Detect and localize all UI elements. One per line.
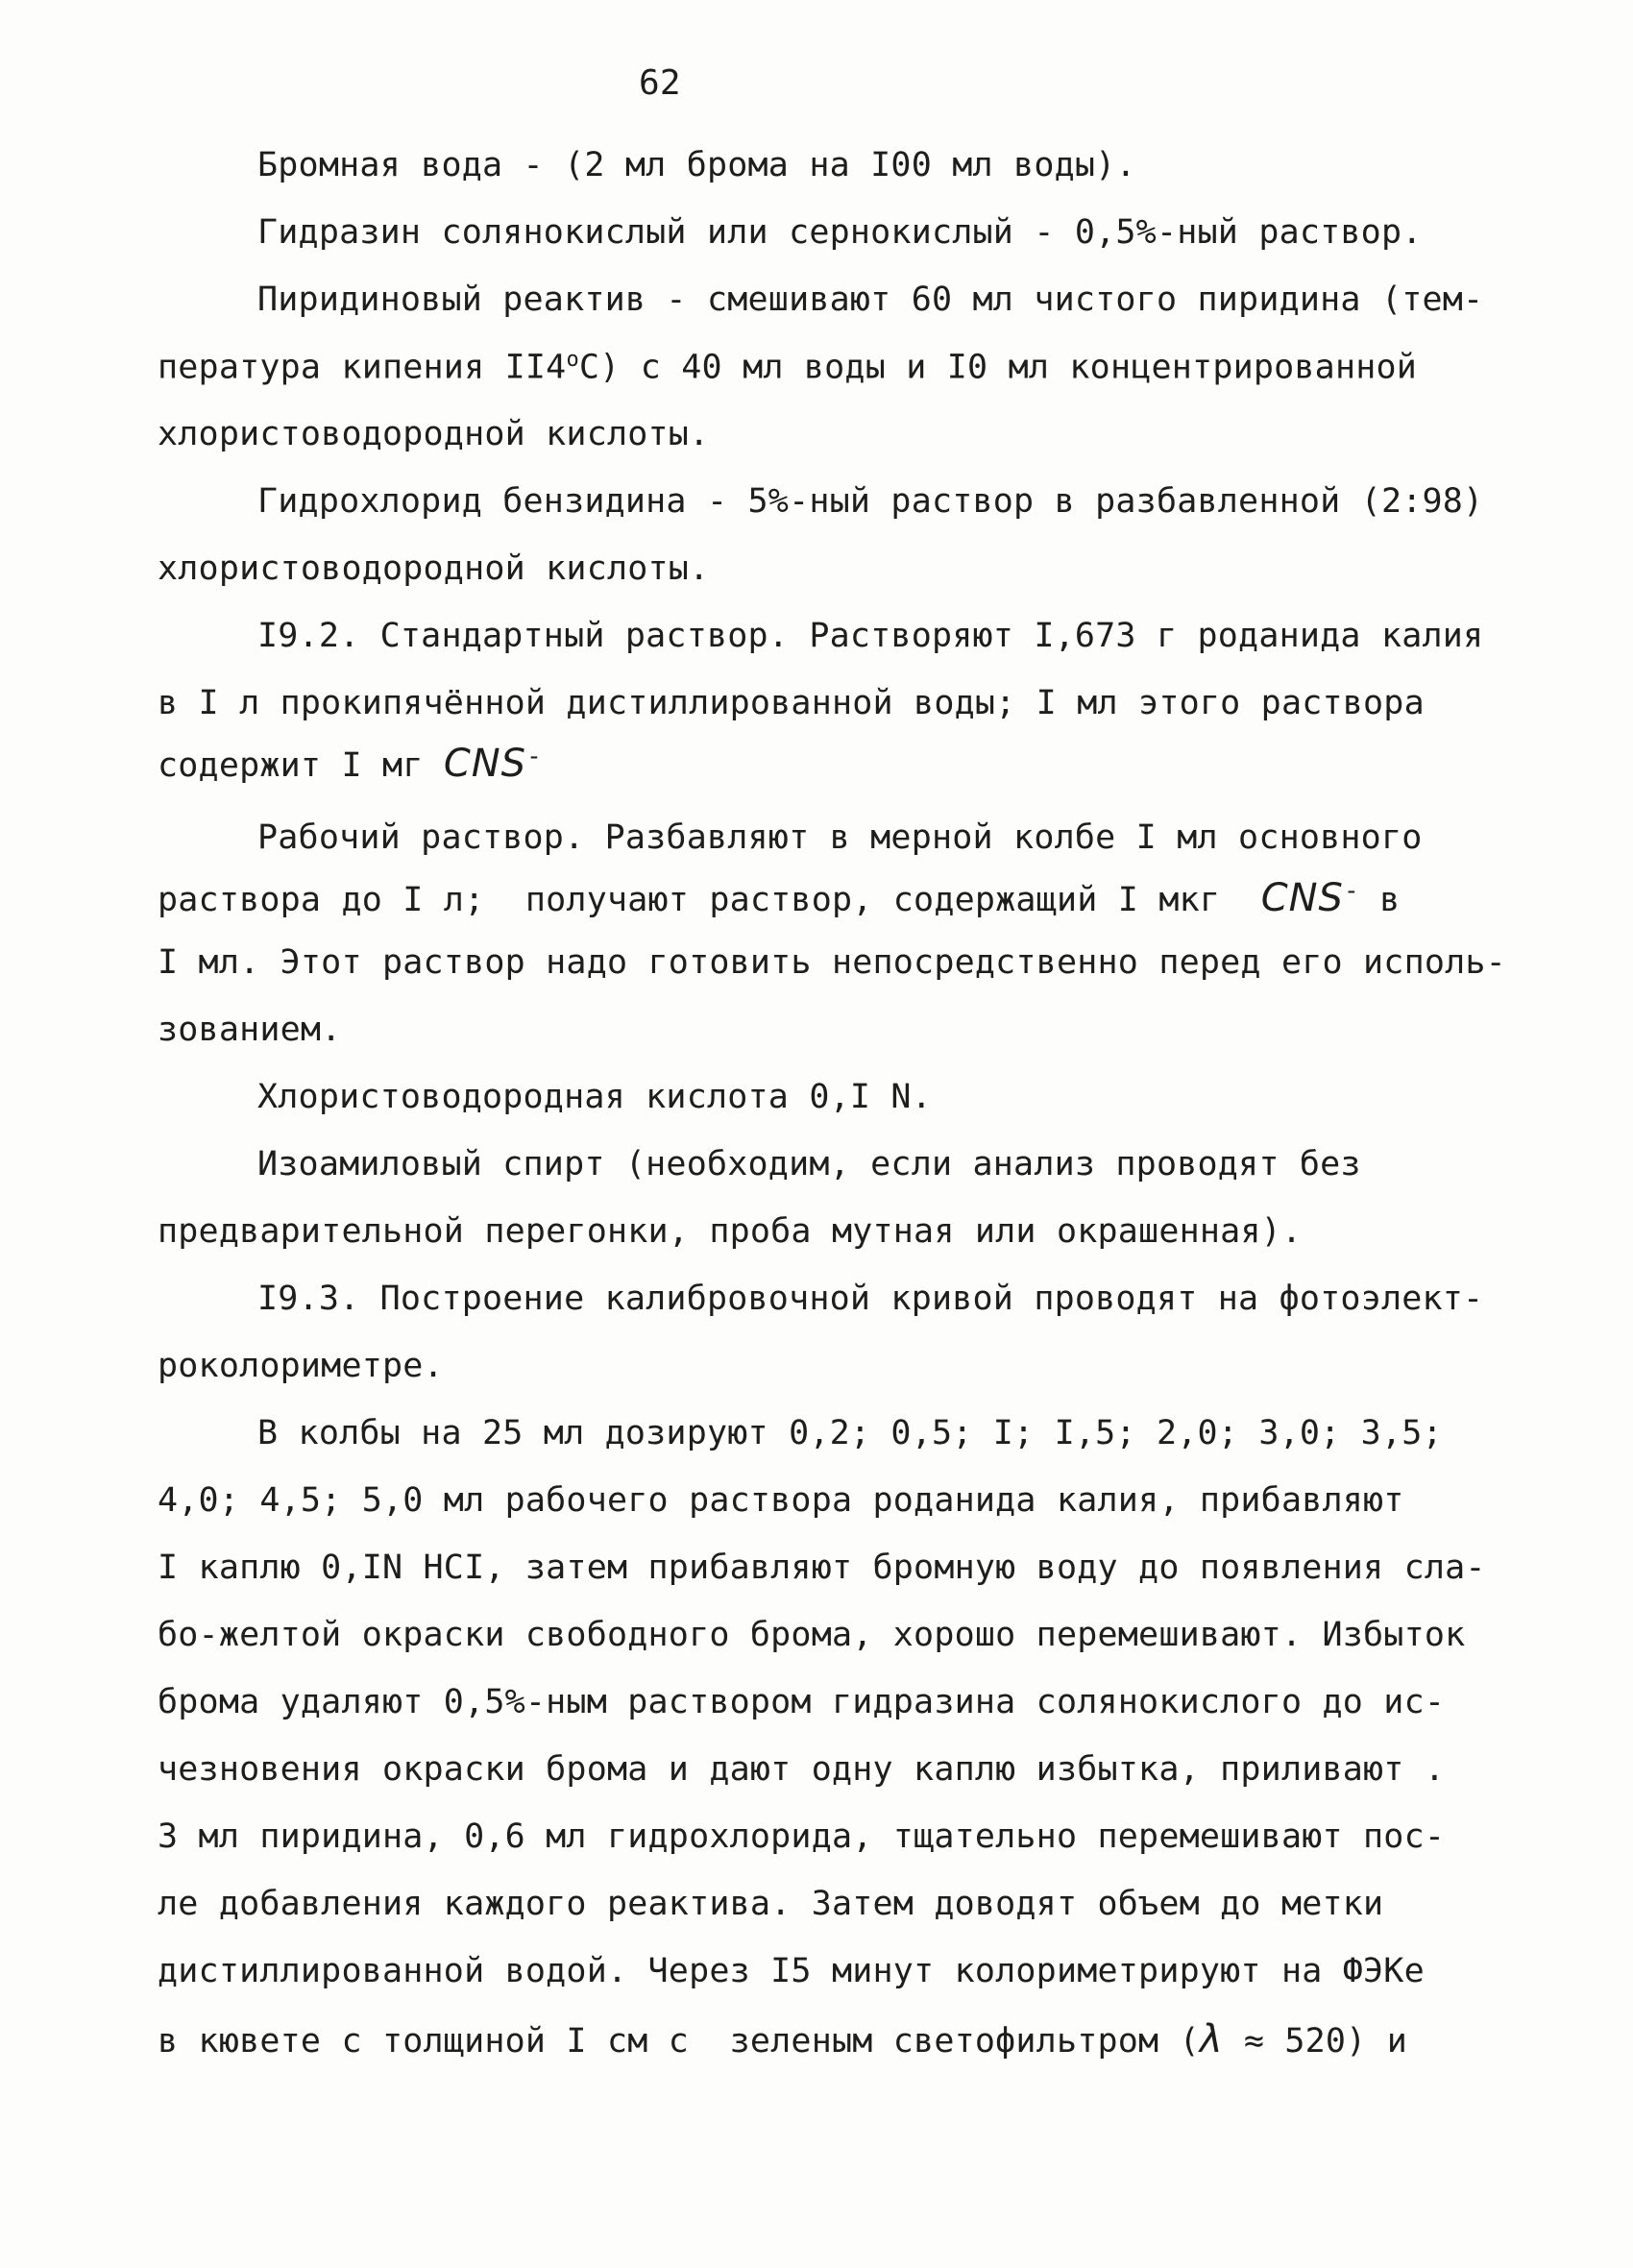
text-line-bromine-water: Бромная вода - (2 мл брома на I00 мл воды). [257, 146, 1136, 184]
text-line-contains-cns: содержит I мг CNS- [158, 742, 542, 786]
text-line-section-19-2: I9.2. Стандартный раствор. Растворяют I,673 г роданида калия [257, 617, 1484, 655]
page-number: 62 [639, 63, 681, 103]
text-line-colorimetry: дистиллированной водой. Через I5 минут колориметрируют на ФЭКе [158, 1952, 1425, 1990]
text-line-dilution: раствора до I л; получают раствор, содержащий I мкг CNS- в [158, 876, 1401, 920]
text-line-excess-drop: чезновения окраски брома и дают одну каплю избытка, приливают . [158, 1750, 1446, 1789]
text-line-boiling-point: пература кипения II4$^o$С) с 40 мл воды и I0 мл концентрированной [158, 348, 1418, 387]
text-line-isoamyl-alcohol: Изоамиловый спирт (необходим, если анализ проводят без [257, 1145, 1361, 1183]
text-line-flask-dosing: В колбы на 25 мл дозируют 0,2; 0,5; I; I,5; 2,0; 3,0; 3,5; [257, 1414, 1443, 1452]
text-line-colorimeter: роколориметре. [158, 1347, 444, 1385]
text-line-pyridine-addition: 3 мл пиридина, 0,6 мл гидрохлорида, тщательно перемешивают пос- [158, 1817, 1446, 1856]
text-line-hcl-acid-2: хлористоводородной кислоты. [158, 549, 710, 588]
text-line-distillation: предварительной перегонки, проба мутная или окрашенная). [158, 1212, 1303, 1251]
text-line-rhodanide: 4,0; 4,5; 5,0 мл рабочего раствора роданида калия, прибавляют [158, 1481, 1404, 1520]
text-line-pyridine-reagent: Пиридиновый реактив - смешивают 60 мл чистого пиридина (тем- [257, 280, 1484, 319]
text-line-distilled-water: в I л прокипячённой дистиллированной воды; I мл этого раствора [158, 684, 1425, 722]
text-line-benzidine: Гидрохлорид бензидина - 5%-ный раствор в разбавленной (2:98) [257, 482, 1484, 521]
text-line-hcl-acid: хлористоводородной кислоты. [158, 415, 710, 453]
text-line-yellow-color: бо-желтой окраски свободного брома, хорошо перемешивают. Избыток [158, 1616, 1466, 1654]
text-line-hydrazine: Гидразин солянокислый или сернокислый - 0,5%-ный раствор. [257, 213, 1423, 252]
text-line-cuvette: в кювете с толщиной I см с зеленым светофильтром (λ ≈ 520) и [158, 2017, 1407, 2061]
text-line-working-solution: Рабочий раствор. Разбавляют в мерной колбе I мл основного [257, 818, 1423, 857]
text-line-usage: зованием. [158, 1011, 342, 1049]
text-line-hcl-0-1n: Хлористоводородная кислота 0,I N. [257, 1078, 932, 1116]
text-line-bromine-addition: I каплю 0,IN HCI, затем прибавляют бромную воду до появления сла- [158, 1549, 1486, 1587]
text-line-volume-to-mark: ле добавления каждого реактива. Затем доводят объем до метки [158, 1885, 1384, 1923]
text-line-hydrazine-removal: брома удаляют 0,5%-ным раствором гидразина солянокислого до ис- [158, 1683, 1446, 1721]
text-line-prepare-before-use: I мл. Этот раствор надо готовить непосредственно перед его исполь- [158, 943, 1506, 982]
text-line-section-19-3: I9.3. Построение калибровочной кривой проводят на фотоэлект- [257, 1280, 1484, 1318]
